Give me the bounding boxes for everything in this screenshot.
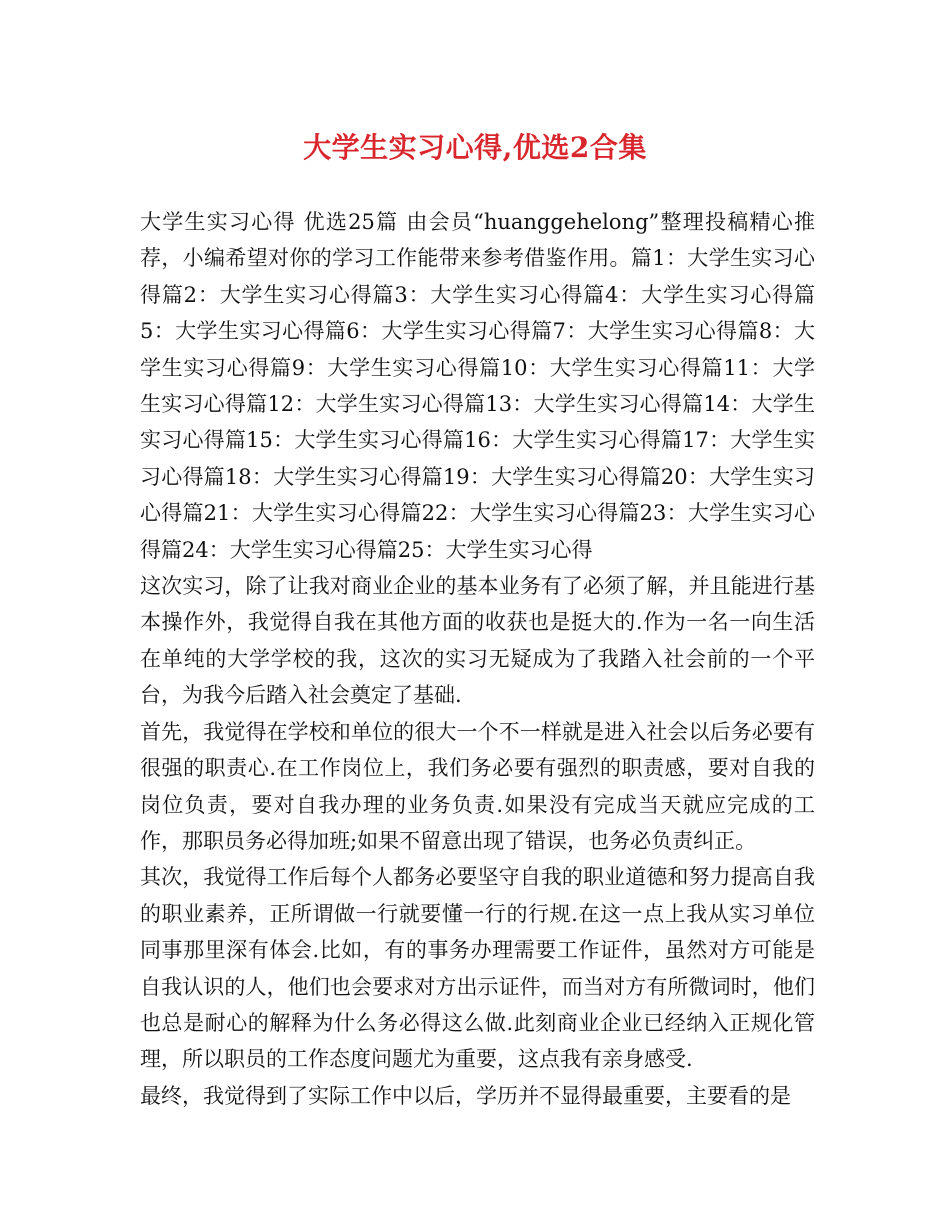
document-body <box>140 204 815 1114</box>
paragraph-intro: 大学生实习心得 优选25篇 由会员“huanggehelong”整理投稿精心推荐，小编希望对你的学习工作能带来参考借鉴作用。篇1：大学生实习心得篇2：大学生实习心得篇3：大学生实习心得篇4：大学生实习心得篇5：大学生实习心得篇6：大学生实习心得篇7：大学生实习心得篇8：大学生实习心得篇9：大学生实习心得篇10：大学生实习心得篇11：大学生实习心得篇12：大学生实习心得篇13：大学生实习心得篇14：大学生实习心得篇15：大学生实习心得篇16：大学生实习心得篇17：大学生实习心得篇18：大学生实习心得篇19：大学生实习心得篇20：大学生实习心得篇21：大学生实习心得篇22：大学生实习心得篇23：大学生实习心得篇24：大学生实习心得篇25：大学生实习心得 <box>140 210 815 562</box>
paragraph-2: 首先，我觉得在学校和单位的很大一个不一样就是进入社会以后务必要有很强的职责心.在工作岗位上，我们务必要有强烈的职责感，要对自我的岗位负责，要对自我办理的业务负责.如果没有完成当天就应完成的工作，那职员务必得加班;如果不留意出现了错误，也务必负责纠正。 <box>140 719 815 853</box>
paragraph-4: 最终，我觉得到了实际工作中以后，学历并不显得最重要，主要看的是 <box>140 1083 791 1108</box>
paragraph-1: 这次实习，除了让我对商业企业的基本业务有了必须了解，并且能进行基本操作外，我觉得自我在其他方面的收获也是挺大的.作为一名一向生活在单纯的大学学校的我，这次的实习无疑成为了我踏入社会前的一个平台，为我今后踏入社会奠定了基础. <box>140 574 815 708</box>
document-title: 大学生实习心得,优选2合集 <box>303 131 647 164</box>
paragraph-3: 其次，我觉得工作后每个人都务必要坚守自我的职业道德和努力提高自我的职业素养，正所谓做一行就要懂一行的行规.在这一点上我从实习单位同事那里深有体会.比如，有的事务办理需要工作证件，虽然对方可能是自我认识的人，他们也会要求对方出示证件，而当对方有所微词时，他们也总是耐心的解释为什么务必得这么做.此刻商业企业已经纳入正规化管理，所以职员的工作态度问题尤为重要，这点我有亲身感受. <box>140 865 815 1072</box>
